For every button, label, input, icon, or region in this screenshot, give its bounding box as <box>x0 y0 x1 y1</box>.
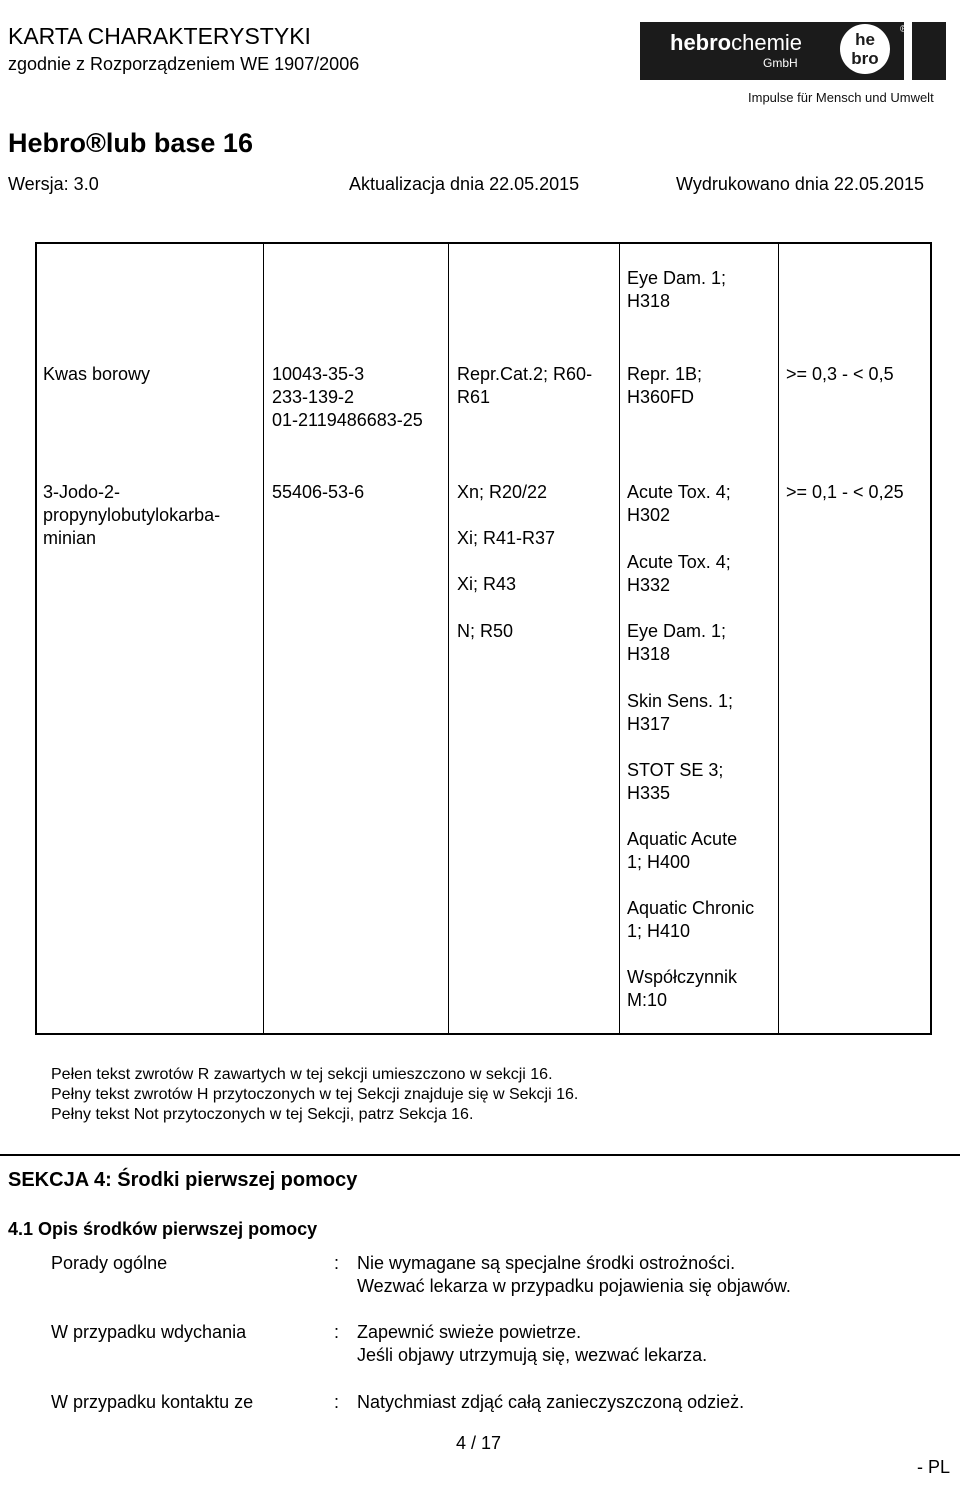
concentration: >= 0,1 - < 0,25 <box>786 482 904 502</box>
table-column-divider <box>619 242 620 1035</box>
logo-side-bar <box>912 22 946 80</box>
version-label: Wersja: 3.0 <box>8 174 99 194</box>
m-factor: Współczynnik M:10 <box>627 967 738 1010</box>
clp-classification: Skin Sens. 1; H317 <box>627 691 734 734</box>
registered-mark: ® <box>900 24 908 35</box>
first-aid-label: W przypadku wdychania <box>51 1322 247 1342</box>
footnotes <box>51 1065 578 1125</box>
logo-emblem-text: he bro <box>851 30 879 68</box>
footnote: Pełny tekst zwrotów H przytoczonych w tej Sekcji znajduje się w Sekcji 16. <box>51 1086 579 1103</box>
dsd-classification: Xi; R43 <box>457 574 517 594</box>
document-title: KARTA CHARAKTERYSTYKI <box>8 23 311 49</box>
first-aid-instructions: Zapewnić swieże powietrze. Jeśli objawy utrzymują się, wezwać lekarza. <box>357 1322 708 1365</box>
update-date: Aktualizacja dnia 22.05.2015 <box>349 174 580 194</box>
clp-classification: Eye Dam. 1; H318 <box>627 621 727 664</box>
section-heading: SEKCJA 4: Środki pierwszej pomocy <box>8 1169 358 1191</box>
dsd-classification: N; R50 <box>457 621 514 641</box>
first-aid-label: W przypadku kontaktu ze <box>51 1392 254 1412</box>
footnote: Pełen tekst zwrotów R zawartych w tej sekcji umieszczono w sekcji 16. <box>51 1066 553 1083</box>
product-name: Hebro®lub base 16 <box>8 128 253 158</box>
print-date: Wydrukowano dnia 22.05.2015 <box>676 174 925 194</box>
substance-name: 3-Jodo-2- propynylobutylokarba- minian <box>43 482 221 548</box>
clp-classification: Aquatic Chronic 1; H410 <box>627 898 755 941</box>
substance-name: Kwas borowy <box>43 364 151 384</box>
colon-separator: : <box>334 1253 340 1273</box>
language-code: - PL <box>917 1457 951 1477</box>
clp-classification: Acute Tox. 4; H332 <box>627 552 731 595</box>
table-column-divider <box>778 242 779 1035</box>
subsection-heading: 4.1 Opis środków pierwszej pomocy <box>8 1219 318 1239</box>
page-number: 4 / 17 <box>456 1433 502 1453</box>
table-column-divider <box>263 242 264 1035</box>
dsd-classification: Xn; R20/22 <box>457 482 548 502</box>
clp-classification: Repr. 1B; H360FD <box>627 364 703 407</box>
section-divider <box>0 1154 960 1156</box>
logo-wordmark: hebrochemie <box>670 30 803 55</box>
substance-numbers: 55406-53-6 <box>272 482 365 502</box>
dsd-classification: Repr.Cat.2; R60- R61 <box>457 364 593 407</box>
clp-classification: Aquatic Acute 1; H400 <box>627 829 738 872</box>
clp-classification: Acute Tox. 4; H302 <box>627 482 731 525</box>
logo-tagline: Impulse für Mensch und Umwelt <box>748 90 934 105</box>
concentration: >= 0,3 - < 0,5 <box>786 364 894 384</box>
clp-classification: STOT SE 3; H335 <box>627 760 724 803</box>
first-aid-label: Porady ogólne <box>51 1253 168 1273</box>
substance-numbers: 10043-35-3 233-139-2 01-2119486683-25 <box>272 364 423 430</box>
logo-gmbh: GmbH <box>763 56 798 70</box>
clp-classification: Eye Dam. 1; H318 <box>627 268 727 311</box>
colon-separator: : <box>334 1322 340 1342</box>
regulation-subtitle: zgodnie z Rozporządzeniem WE 1907/2006 <box>8 54 360 74</box>
dsd-classification: Xi; R41-R37 <box>457 528 556 548</box>
colon-separator: : <box>334 1392 340 1412</box>
first-aid-instructions: Natychmiast zdjąć całą zanieczyszczoną odzież. <box>357 1392 745 1412</box>
first-aid-instructions: Nie wymagane są specjalne środki ostrożności. Wezwać lekarza w przypadku pojawienia się objawów. <box>357 1253 791 1296</box>
footnote: Pełny tekst Not przytoczonych w tej Sekcji, patrz Sekcja 16. <box>51 1106 474 1123</box>
table-column-divider <box>448 242 449 1035</box>
